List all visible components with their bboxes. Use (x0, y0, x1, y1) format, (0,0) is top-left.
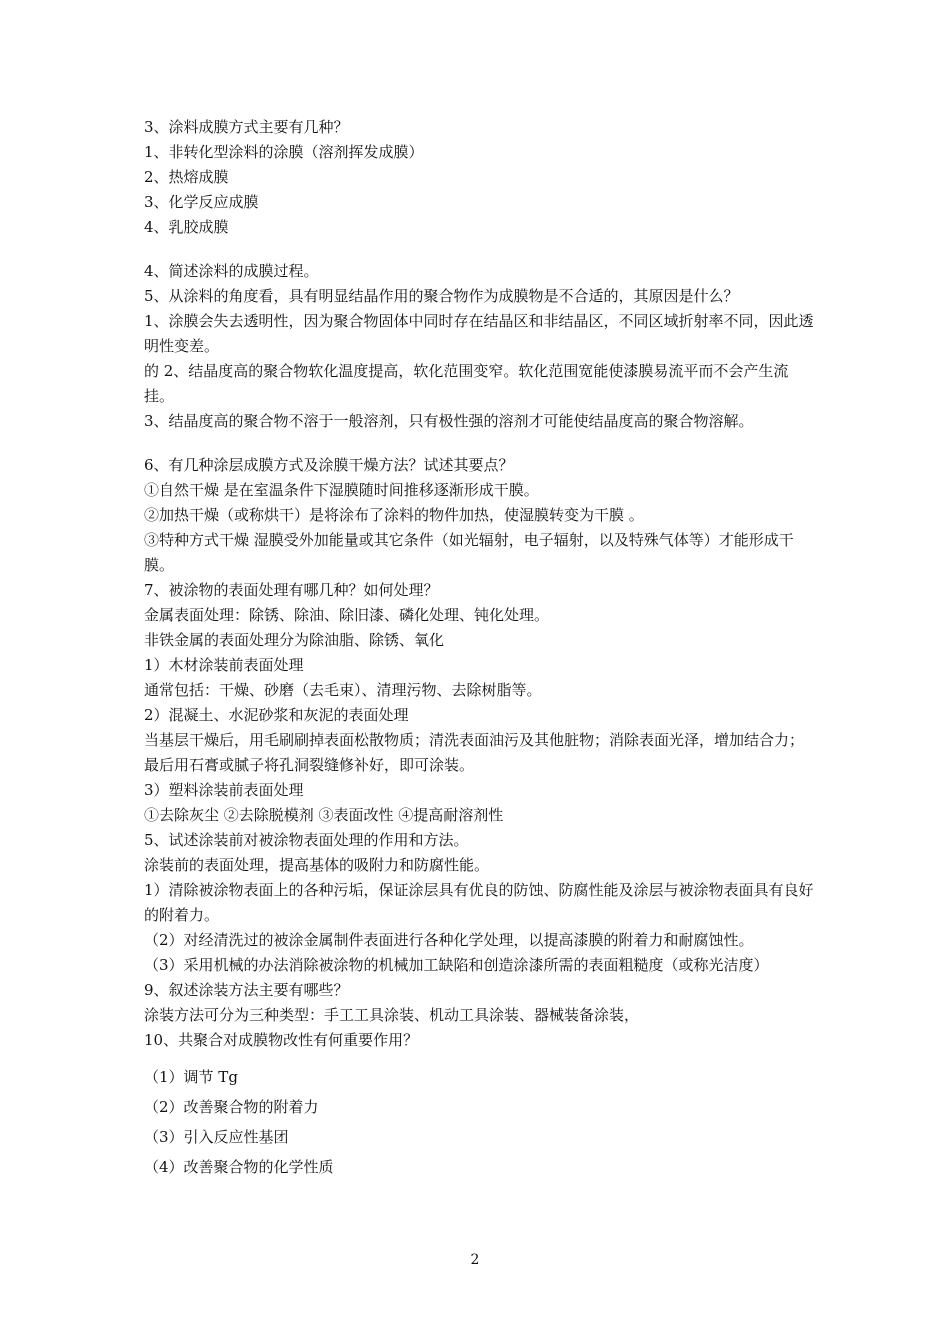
answer-line: ①自然干燥 是在室温条件下湿膜随时间推移逐渐形成干膜。 (144, 481, 539, 499)
question-7-title: 7、被涂物的表面处理有哪几种？如何处理？ (144, 581, 439, 599)
answer-paragraph: 1）清除被涂物表面上的各种污垢，保证涂层具有优良的防蚀、防腐性能及涂层与被涂物表面具有良好的附着力。 (144, 881, 814, 924)
answer-line: （2）对经清洗过的被涂金属制件表面进行各种化学处理，以提高漆膜的附着力和耐腐蚀性。 (144, 931, 754, 949)
answer-line: 2）混凝土、水泥砂浆和灰泥的表面处理 (144, 706, 409, 724)
answer-paragraph: ③特种方式干燥 湿膜受外加能量或其它条件（如光辐射，电子辐射，以及特殊气体等）才能形成干膜。 (144, 531, 794, 574)
question-4-title: 4、简述涂料的成膜过程。 (144, 262, 319, 280)
answer-line: （4）改善聚合物的化学性质 (144, 1158, 334, 1176)
answer-line: （2）改善聚合物的附着力 (144, 1098, 319, 1116)
answer-line: 涂装方法可分为三种类型：手工工具涂装、机动工具涂装、器械装备涂装， (144, 1006, 640, 1024)
answer-line: ②加热干燥（或称烘干）是将涂布了涂料的物件加热，使湿膜转变为干膜 。 (144, 506, 644, 524)
answer-paragraph: （3）采用机械的办法消除被涂物的机械加工缺陷和创造涂漆所需的表面粗糙度（或称光洁度） (144, 956, 769, 974)
answer-line: 3、结晶度高的聚合物不溶于一般溶剂，只有极性强的溶剂才可能使结晶度高的聚合物溶解。 (144, 412, 754, 430)
answer-line: （1）调节 Tg (144, 1068, 238, 1086)
question-9-title: 9、叙述涂装方法主要有哪些？ (144, 981, 349, 999)
document-body (144, 115, 814, 1182)
question-6-title: 6、有几种涂层成膜方式及涂膜干燥方法？试述其要点？ (144, 456, 514, 474)
question-10-title: 10、共聚合对成膜物改性有何重要作用？ (144, 1031, 419, 1049)
answer-line: 3、化学反应成膜 (144, 193, 259, 211)
answer-line: 1）木材涂装前表面处理 (144, 656, 304, 674)
answer-paragraph: 当基层干燥后，用毛刷刷掉表面松散物质；清洗表面油污及其他脏物；消除表面光泽，增加结合力；最后用石膏或腻子将孔洞裂缝修补好，即可涂装。 (144, 731, 805, 774)
answer-line: 金属表面处理：除锈、除油、除旧漆、磷化处理、钝化处理。 (144, 606, 550, 624)
answer-line: 涂装前的表面处理，提高基体的吸附力和防腐性能。 (144, 856, 490, 874)
question-5-title: 5、从涂料的角度看，具有明显结晶作用的聚合物作为成膜物是不合适的，其原因是什么？ (144, 287, 739, 305)
answer-line: 4、乳胶成膜 (144, 218, 229, 236)
answer-line: 通常包括：干燥、砂磨（去毛束）、清理污物、去除树脂等。 (144, 681, 542, 699)
answer-paragraph: 1、涂膜会失去透明性，因为聚合物固体中同时存在结晶区和非结晶区，不同区域折射率不同，因此透明性变差。 (144, 312, 814, 355)
answer-paragraph: 的 2、结晶度高的聚合物软化温度提高，软化范围变窄。软化范围宽能使漆膜易流平而不会产生流挂。 (144, 362, 789, 405)
answer-line: 2、热熔成膜 (144, 168, 229, 186)
question-5b-title: 5、试述涂装前对被涂物表面处理的作用和方法。 (144, 831, 469, 849)
answer-line: 非铁金属的表面处理分为除油脂、除锈、氧化 (144, 631, 445, 649)
answer-line: （3）引入反应性基团 (144, 1128, 289, 1146)
page-number: 2 (470, 1252, 480, 1268)
question-3-title: 3、涂料成膜方式主要有几种？ (144, 118, 349, 136)
paragraph-gap (144, 434, 814, 453)
answer-line: 1、非转化型涂料的涂膜（溶剂挥发成膜） (144, 143, 424, 161)
paragraph-gap (144, 1053, 814, 1062)
paragraph-gap (144, 240, 814, 259)
answer-line: 3）塑料涂装前表面处理 (144, 781, 304, 799)
answer-line: ①去除灰尘 ②去除脱模剂 ③表面改性 ④提高耐溶剂性 (144, 806, 504, 824)
